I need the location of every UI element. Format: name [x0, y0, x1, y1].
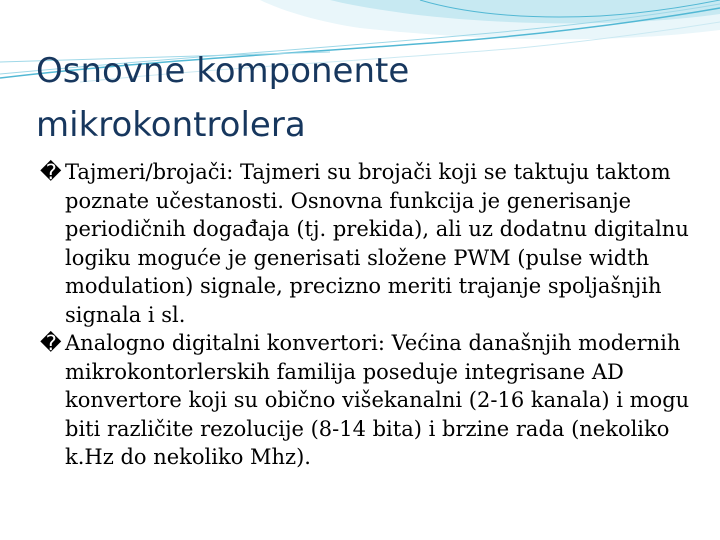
bullet-glyph-icon: �: [40, 331, 62, 355]
slide-title-line-1: Osnovne komponente: [36, 51, 410, 91]
bullet-item-adc: [40, 329, 692, 472]
bullet-text-timers: Tajmeri/brojači: Tajmeri su brojači koji se taktuju taktom poznate učestanosti. Osnovna funkcija je generisanje periodičnih događaja (tj. prekida), ali uz dodatnu digitalnu logiku moguće je generisati složene PWM (pulse width modulation) signale, precizno meriti trajanje spoljašnjih signala i sl.: [65, 160, 689, 327]
slide-title-line-2: mikrokontrolera: [36, 105, 306, 145]
slide-title: [36, 44, 596, 152]
bullet-glyph-icon: �: [40, 160, 62, 184]
slide-body: [40, 158, 692, 472]
bullet-text-adc: Analogno digitalni konvertori: Većina današnjih modernih mikrokontorlerskih familija poseduje integrisane AD konvertore koji su obično višekanalni (2-16 kanala) i mogu biti različite rezolucije (8-14 bita) i brzine rada (nekoliko k.Hz do nekoliko Mhz).: [65, 331, 690, 469]
bullet-item-timers: [40, 158, 692, 329]
